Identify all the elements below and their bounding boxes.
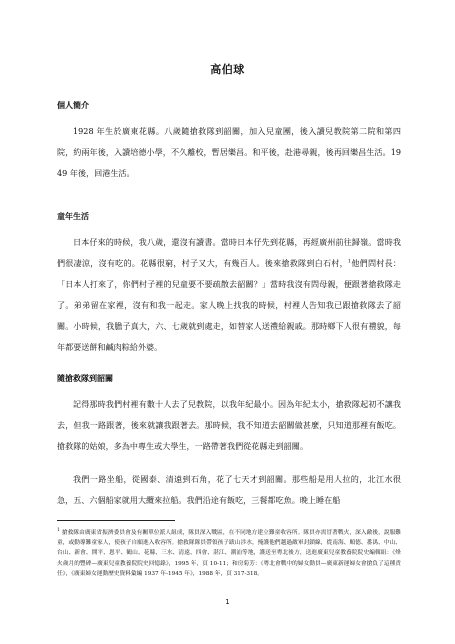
footnote-divider <box>57 520 175 521</box>
footnote-number: 1 <box>57 528 60 534</box>
paragraph: 記得那時我們村裡有數十人去了兒教院，以我年紀最小。因為年紀太小，搶救隊起初不讓我去，但我一路跟著，後來就讓我跟著去。那時候，我不知道去韶關做甚麼，只知道那裡有飯吃。搶救隊的姑娘，多為中專生或大學生，一路帶著我們從花縣走到韶關。 <box>57 399 401 451</box>
section-childhood <box>57 212 401 358</box>
section-heading: 個人簡介 <box>57 101 89 110</box>
footnote-text: 搶救隊由廣東省振濟委員會及有關單位派人組成，隊員深入戰區，在不同地方建立難童收容所。隊員亦需冒著戰火，深入敵後，說服難童，或動導難童家人，使孩子自願進入收容所。搶救隊隊員帶領孩子跋山涉水，掩護他們越過敵軍封鎖線，從南海、順德、番禺、中山、台山、新會、開平、恩平、鶴山、花縣、三水、清遠、四會、湛江、潮汕等地，護送至粵北後方，送進廣東兒童教養院院史編輯組：《烽火歲月的豐碑—廣東兒童教養院院史回憶錄》，1995 年，頁 10-11；和房菊芳：《粵北會戰中的婦女動員—廣東新運婦女會搶負了這種責任》，《廣東婦女運動歷史資料彙編 1937 年-1945 年》，1988 年，頁 317-318。 <box>57 530 401 577</box>
paragraph: 我們一路坐船，從國泰、清遠到石角，花了七天才到韶關。那些船是用人拉的，北江水很急，五、六個船家就用大纜來拉船。我們沿途有飯吃，三餐都吃魚。晚上睡在船 <box>57 474 401 505</box>
paragraph-text: 日本仔來的時候，我八歲，還沒有讀書。當時日本仔先到花縣，再經廣州前往歸嶺。當時我們很凄涼，沒有吃的。花縣很窮，村子又大，有幾百人。後來搶救隊到白石村， <box>57 237 401 268</box>
section-heading: 童年生活 <box>57 212 89 221</box>
section-profile <box>57 101 401 184</box>
paragraph <box>57 232 401 358</box>
section-to-shaoguan <box>57 374 401 511</box>
section-heading: 隨搶救隊到韶關 <box>57 374 113 383</box>
footnote <box>57 528 401 579</box>
paragraph: 1928 年生於廣東花縣。八歲隨搶救隊到韶關，加入兒童團，後入讀兒教院第二院和第四院，約兩年後，入讀培德小學，不久離校，暫居樂昌。和平後，赴港尋親，後再回樂昌生活。1949 年後，回港生活。 <box>57 126 401 178</box>
page-title: 高伯球 <box>210 63 245 76</box>
page-number: 1 <box>225 598 230 606</box>
paragraph-text: 他們問村長：「日本人打來了，你們村子裡的兒童要不要疏散去韶關？」當時我沒有問母親，便跟著搶救隊走了。弟弟留在家裡，沒有和我一起走。家人晚上找我的時候，村裡人告知我已跟搶救隊去了韶關。小時候，我膽子真大，六、七歲就到處走，如替家人送禮給親戚。那時鄉下人很有禮貌，每年都要送餅和鹹肉粽給外婆。 <box>57 258 401 352</box>
footnote-reference[interactable]: 1 <box>347 258 352 265</box>
